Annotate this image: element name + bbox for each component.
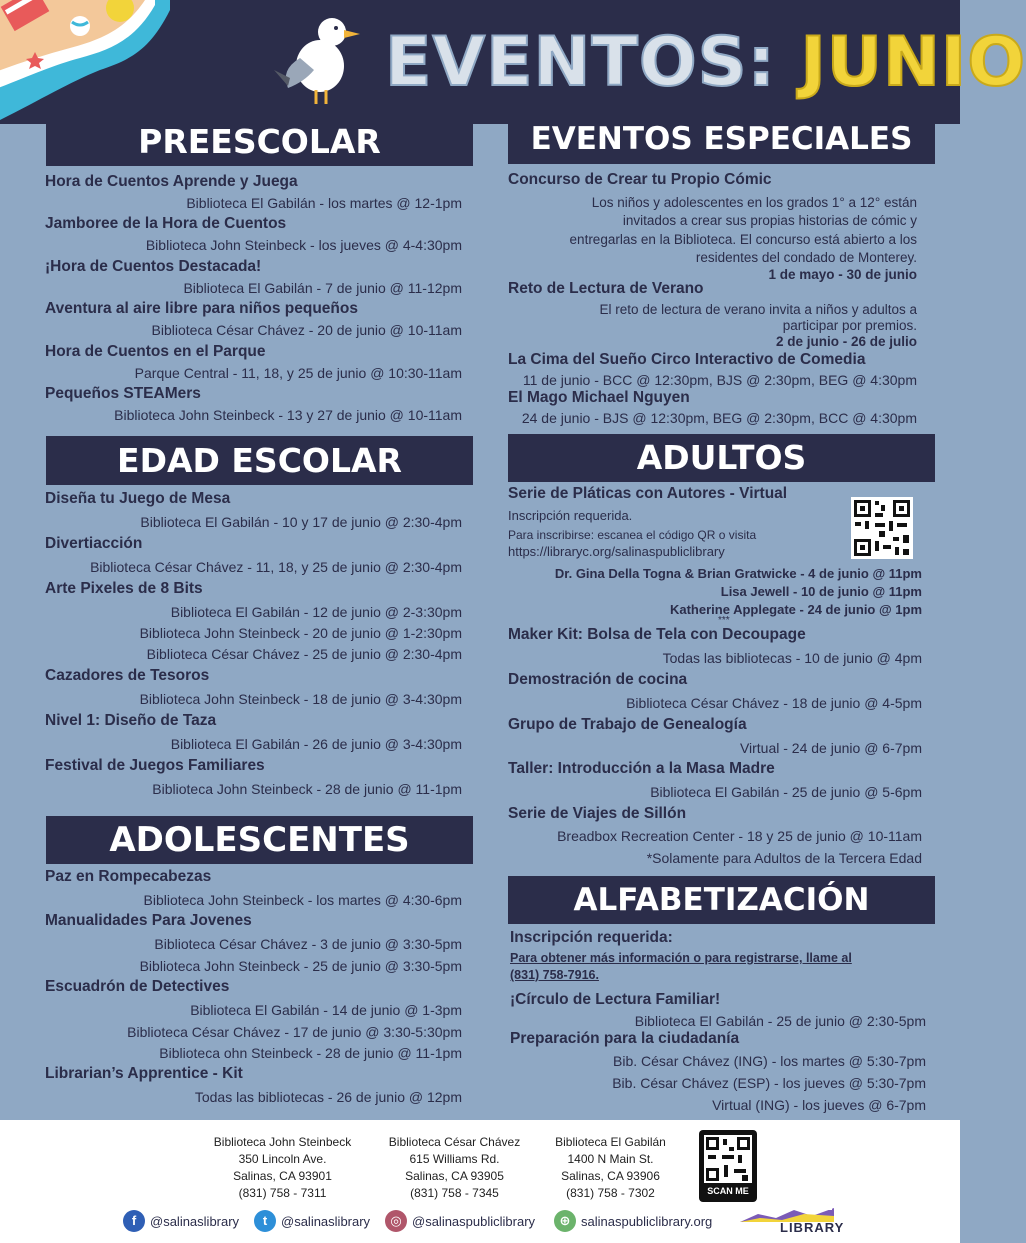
event-title: Escuadrón de Detectives <box>45 978 230 995</box>
twitter-link[interactable] <box>254 1209 370 1233</box>
event-detail: Biblioteca John Steinbeck - 20 de junio @ 1-2:30pm <box>139 625 462 641</box>
library-street: 615 Williams Rd. <box>409 1152 500 1166</box>
library-street: 1400 N Main St. <box>567 1152 654 1166</box>
library-name: Biblioteca César Chávez <box>388 1135 521 1149</box>
instagram-icon: ◎ <box>385 1210 407 1232</box>
footer-qr-code[interactable] <box>699 1130 757 1202</box>
library-phone: (831) 758 - 7345 <box>410 1186 499 1200</box>
event-detail: Breadbox Recreation Center - 18 y 25 de junio @ 10-11am <box>557 828 922 844</box>
event-title: Nivel 1: Diseño de Taza <box>45 712 217 729</box>
autores-note: Inscripción requerida. <box>508 508 633 523</box>
library-street: 350 Lincoln Ave. <box>238 1152 327 1166</box>
inscripcion-label: Inscripción requerida: <box>510 929 673 946</box>
event-title: Serie de Viajes de Sillón <box>508 805 687 822</box>
library-address-gabilan <box>528 1134 693 1202</box>
event-detail: Biblioteca El Gabilán - 26 de junio @ 3-4:30pm <box>170 736 462 752</box>
comic-line: Los niños y adolescentes en los grados 1° a 12° están <box>591 195 917 210</box>
event-title: Hora de Cuentos en el Parque <box>45 343 266 360</box>
event-title: Paz en Rompecabezas <box>45 868 212 885</box>
website-url: salinaspubliclibrary.org <box>581 1213 713 1229</box>
title-junio: JUNIO <box>800 23 1026 102</box>
event-detail: Biblioteca El Gabilán - 10 y 17 de junio @ 2:30-4pm <box>140 514 462 530</box>
adolescentes-banner: ADOLESCENTES <box>46 816 473 864</box>
event-detail: Biblioteca ohn Steinbeck - 28 de junio @ 11-1pm <box>159 1045 462 1061</box>
instagram-handle: @salinaspubliclibrary <box>412 1213 536 1229</box>
library-phone: (831) 758 - 7311 <box>238 1186 327 1200</box>
event-detail: Biblioteca César Chávez - 11, 18, y 25 de junio @ 2:30-4pm <box>90 559 462 575</box>
reto-line: participar por premios. <box>782 318 917 333</box>
event-detail: Biblioteca César Chávez - 20 de junio @ 10-11am <box>151 322 462 338</box>
facebook-handle: @salinaslibrary <box>150 1213 240 1229</box>
alfabetizacion-banner: ALFABETIZACIÓN <box>508 876 935 924</box>
event-title: Maker Kit: Bolsa de Tela con Decoupage <box>508 626 806 643</box>
mago-detail: 24 de junio - BJS @ 12:30pm, BEG @ 2:30pm, BCC @ 4:30pm <box>521 410 917 426</box>
event-detail: Biblioteca John Steinbeck - los martes @ 4:30-6pm <box>143 892 462 908</box>
beach-illustration <box>0 0 170 120</box>
preescolar-banner: PREESCOLAR <box>46 117 473 166</box>
event-detail: Parque Central - 11, 18, y 25 de junio @ 10:30-11am <box>134 365 462 381</box>
especiales-banner: EVENTOS ESPECIALES <box>508 115 935 164</box>
reto-title: Reto de Lectura de Verano <box>508 280 704 297</box>
page-footer <box>0 1120 960 1243</box>
author-line: Lisa Jewell - 10 de junio @ 11pm <box>720 584 922 599</box>
autores-title: Serie de Pláticas con Autores - Virtual <box>508 485 788 502</box>
title-eventos: EVENTOS: <box>385 23 776 102</box>
ciudadania-detail: Bib. César Chávez (ING) - los martes @ 5:30-7pm <box>613 1053 926 1069</box>
event-title: Diseña tu Juego de Mesa <box>45 490 231 507</box>
adultos-banner: ADULTOS <box>508 434 935 482</box>
library-logo <box>738 1204 845 1236</box>
comic-title: Concurso de Crear tu Propio Cómic <box>508 171 772 188</box>
seagull-illustration <box>270 8 365 108</box>
ciudadania-detail: Bib. César Chávez (ESP) - los jueves @ 5:30-7pm <box>612 1075 926 1091</box>
event-title: Librarian’s Apprentice - Kit <box>45 1065 243 1082</box>
event-detail: Biblioteca César Chávez - 25 de junio @ 2:30-4pm <box>146 646 462 662</box>
event-detail: Biblioteca El Gabilán - 25 de junio @ 5-6pm <box>650 784 922 800</box>
library-phone: (831) 758 - 7302 <box>566 1186 655 1200</box>
website-link[interactable] <box>554 1209 712 1233</box>
library-city: Salinas, CA 93901 <box>233 1169 332 1183</box>
event-title: Grupo de Trabajo de Genealogía <box>508 716 747 733</box>
library-address-chavez <box>372 1134 537 1202</box>
instagram-link[interactable] <box>385 1209 535 1233</box>
circulo-title: ¡Círculo de Lectura Familiar! <box>510 991 721 1008</box>
event-detail: Biblioteca John Steinbeck - 18 de junio @ 3-4:30pm <box>139 691 462 707</box>
twitter-handle: @salinaslibrary <box>281 1213 371 1229</box>
author-line: Dr. Gina Della Togna & Brian Gratwicke - 4 de junio @ 11pm <box>554 566 922 581</box>
event-title: Pequeños STEAMers <box>45 385 201 402</box>
event-detail: Biblioteca John Steinbeck - 13 y 27 de junio @ 10-11am <box>114 407 462 423</box>
library-city: Salinas, CA 93905 <box>405 1169 504 1183</box>
event-title: Jamboree de la Hora de Cuentos <box>45 215 287 232</box>
event-title: Festival de Juegos Familiares <box>45 757 265 774</box>
event-title: Divertiacción <box>45 535 143 552</box>
event-title: Arte Pixeles de 8 Bits <box>45 580 203 597</box>
event-title: Taller: Introducción a la Masa Madre <box>508 760 775 777</box>
library-name: Biblioteca El Gabilán <box>555 1135 666 1149</box>
event-detail: Biblioteca John Steinbeck - 28 de junio @ 11-1pm <box>152 781 462 797</box>
separator: *** <box>718 615 730 626</box>
event-detail: Biblioteca John Steinbeck - los jueves @ 4-4:30pm <box>145 237 462 253</box>
library-city: Salinas, CA 93906 <box>561 1169 660 1183</box>
author-line: Katherine Applegate - 24 de junio @ 1pm <box>669 602 922 617</box>
seniors-note: *Solamente para Adultos de la Tercera Edad <box>646 850 922 866</box>
circo-title: La Cima del Sueño Circo Interactivo de Comedia <box>508 351 866 368</box>
qr-code-icon[interactable] <box>851 497 913 559</box>
event-detail: Virtual - 24 de junio @ 6-7pm <box>739 740 922 756</box>
event-detail: Biblioteca El Gabilán - 7 de junio @ 11-12pm <box>183 280 462 296</box>
library-logo-text: LIBRARY <box>780 1220 845 1235</box>
qr-code-icon <box>704 1135 752 1183</box>
event-title: Hora de Cuentos Aprende y Juega <box>45 173 298 190</box>
event-detail: Biblioteca César Chávez - 3 de junio @ 3:30-5pm <box>154 936 462 952</box>
event-title: Manualidades Para Jovenes <box>45 912 252 929</box>
info-line: Para obtener más información o para registrarse, llame al <box>510 951 852 965</box>
reto-dates: 2 de junio - 26 de julio <box>775 334 917 349</box>
ciudadania-title: Preparación para la ciudadanía <box>510 1030 740 1047</box>
autores-url[interactable]: https://libraryc.org/salinaspubliclibrary <box>508 544 725 559</box>
globe-icon: ⊕ <box>554 1210 576 1232</box>
event-detail: Biblioteca César Chávez - 18 de junio @ 4-5pm <box>626 695 922 711</box>
twitter-icon: t <box>254 1210 276 1232</box>
event-detail: Todas las bibliotecas - 26 de junio @ 12pm <box>194 1089 462 1105</box>
event-detail: Biblioteca El Gabilán - 12 de junio @ 2-3:30pm <box>170 604 462 620</box>
autores-instructions: Para inscribirse: escanea el código QR o visita <box>508 528 757 542</box>
comic-dates: 1 de mayo - 30 de junio <box>768 267 917 282</box>
page-header <box>0 0 1026 124</box>
scan-me-label: SCAN ME <box>707 1186 749 1196</box>
event-title: Aventura al aire libre para niños pequeños <box>45 300 358 317</box>
page-title <box>385 18 1026 108</box>
ciudadania-detail: Virtual (ING) - los jueves @ 6-7pm <box>712 1097 926 1113</box>
comic-line: entregarlas en la Biblioteca. El concurso está abierto a los <box>569 232 917 247</box>
comic-line: invitados a crear sus propias historias de cómic y <box>622 213 917 228</box>
facebook-link[interactable] <box>123 1209 239 1233</box>
phone-link[interactable]: (831) 758-7916. <box>510 968 599 982</box>
event-detail: Biblioteca César Chávez - 17 de junio @ 3:30-5:30pm <box>127 1024 462 1040</box>
library-address-steinbeck <box>200 1134 365 1202</box>
event-title: ¡Hora de Cuentos Destacada! <box>45 258 262 275</box>
circulo-detail: Biblioteca El Gabilán - 25 de junio @ 2:30-5pm <box>634 1013 926 1029</box>
edad-escolar-banner: EDAD ESCOLAR <box>46 436 473 485</box>
event-detail: Todas las bibliotecas - 10 de junio @ 4pm <box>662 650 922 666</box>
comic-line: residentes del condado de Monterey. <box>695 250 917 265</box>
event-title: Cazadores de Tesoros <box>45 667 210 684</box>
reto-line: El reto de lectura de verano invita a niños y adultos a <box>599 302 917 317</box>
event-detail: Biblioteca El Gabilán - los martes @ 12-1pm <box>186 195 462 211</box>
event-title: Demostración de cocina <box>508 671 688 688</box>
library-name: Biblioteca John Steinbeck <box>213 1135 352 1149</box>
event-detail: Biblioteca John Steinbeck - 25 de junio @ 3:30-5pm <box>139 958 462 974</box>
circo-detail: 11 de junio - BCC @ 12:30pm, BJS @ 2:30pm, BEG @ 4:30pm <box>522 372 917 388</box>
event-detail: Biblioteca El Gabilán - 14 de junio @ 1-3pm <box>190 1002 462 1018</box>
mago-title: El Mago Michael Nguyen <box>508 389 690 406</box>
facebook-icon: f <box>123 1210 145 1232</box>
